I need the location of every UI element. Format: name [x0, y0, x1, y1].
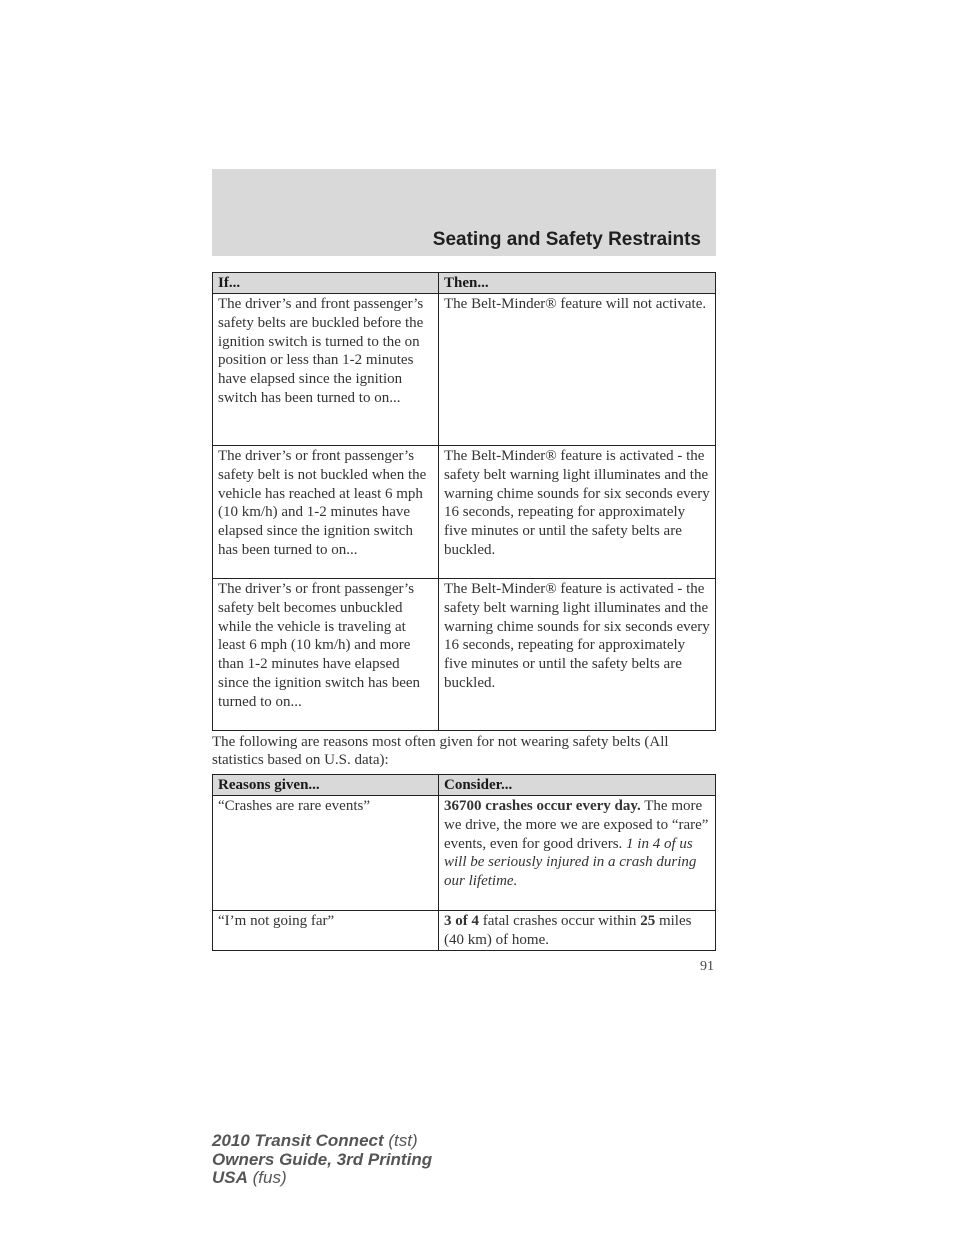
column-header-then: Then... — [439, 273, 716, 294]
column-header-consider: Consider... — [439, 775, 716, 796]
table-row — [213, 796, 716, 911]
table-row — [213, 911, 716, 951]
consider-text: fatal crashes occur within — [479, 913, 641, 929]
page-number: 91 — [700, 959, 714, 974]
table-header-row — [213, 273, 716, 294]
footer-line-1 — [212, 1132, 432, 1151]
footer-market-code: (fus) — [247, 1168, 287, 1187]
consider-cell — [439, 796, 716, 911]
footer-market: USA — [212, 1168, 248, 1187]
condition-cell: The driver’s or front passenger’s safety belt is not buckled when the vehicle has reached at least 6 mph (10 km/h) and 1-2 minutes have elapsed since the ignition switch has been turned to on... — [213, 446, 439, 579]
footer-printing: Owners Guide, 3rd Printing — [212, 1149, 433, 1169]
footer-model-code: (tst) — [383, 1131, 418, 1150]
consider-bold-text: 36700 crashes occur every day. — [444, 798, 641, 814]
table-row — [213, 446, 716, 579]
table-row — [213, 294, 716, 446]
condition-cell: The driver’s or front passenger’s safety belt becomes unbuckled while the vehicle is traveling at least 6 mph (10 km/h) and more than 1-2 minutes have elapsed since the ignition switch has been turned to on... — [213, 579, 439, 731]
consider-italic-text: 1 in 4 of us will be seriously injured in a crash during our lifetime. — [444, 835, 697, 890]
consider-text: miles (40 km) of home. — [444, 913, 692, 948]
footer-model: 2010 Transit Connect — [212, 1131, 384, 1150]
condition-cell: The driver’s and front passenger’s safety belts are buckled before the ignition switch is turned to the on position or less than 1-2 minutes have elapsed since the ignition switch has been turned to on... — [213, 294, 439, 446]
reasons-table — [212, 774, 716, 951]
reason-cell: “Crashes are rare events” — [213, 796, 439, 911]
consider-bold-text: 25 — [640, 913, 656, 929]
column-header-if: If... — [213, 273, 439, 294]
belt-minder-table — [212, 272, 716, 731]
footer-publication-info — [212, 1132, 432, 1188]
column-header-reasons: Reasons given... — [213, 775, 439, 796]
section-header-band — [212, 169, 716, 256]
section-title: Seating and Safety Restraints — [432, 229, 701, 250]
result-cell: The Belt-Minder® feature will not activate. — [439, 294, 716, 446]
consider-cell — [439, 911, 716, 951]
consider-bold-text: 3 of 4 — [444, 913, 479, 929]
reason-cell: “I’m not going far” — [213, 911, 439, 951]
table-row — [213, 579, 716, 731]
table-header-row — [213, 775, 716, 796]
footer-line-2 — [212, 1151, 432, 1170]
result-cell: The Belt-Minder® feature is activated - the safety belt warning light illuminates and the warning chime sounds for six seconds every 16 seconds, repeating for approximately five minutes or until the safety belts are buckled. — [439, 446, 716, 579]
intro-paragraph: The following are reasons most often given for not wearing safety belts (All statistics based on U.S. data): — [212, 734, 669, 768]
result-cell: The Belt-Minder® feature is activated - the safety belt warning light illuminates and the warning chime sounds for six seconds every 16 seconds, repeating for approximately five minutes or until the safety belts are buckled. — [439, 579, 716, 731]
footer-line-3 — [212, 1169, 432, 1188]
consider-text: The more we drive, the more we are exposed to “rare” events, even for good drivers. — [444, 798, 709, 852]
